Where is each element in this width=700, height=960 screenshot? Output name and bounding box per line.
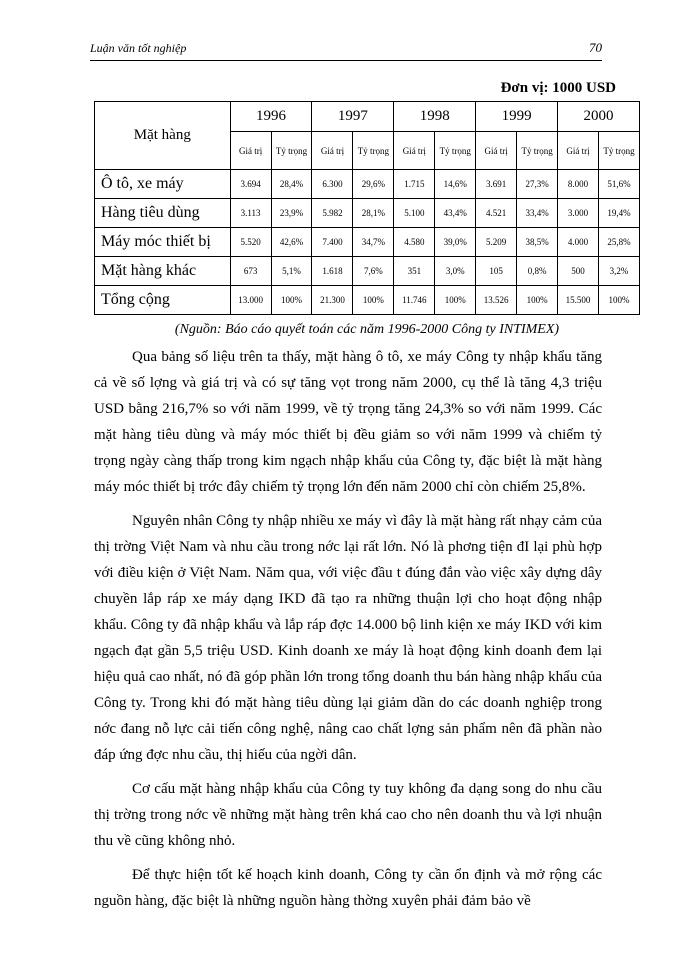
row-label: Tổng cộng (95, 286, 231, 315)
value-cell: 673 (230, 257, 271, 286)
share-cell: 100% (271, 286, 312, 315)
paragraph: Qua bảng số liệu trên ta thấy, mặt hàng ô tô, xe máy Công ty nhập khẩu tăng cả về số lợng và giá trị và có sự tăng vọt trong năm 2000, cụ thể là tăng 4,3 triệu USD bằng 216,7% so với năm 1999, về tỷ trọng tăng 24,3% so với năm 1999. Các mặt hàng tiêu dùng và máy móc thiết bị đều giảm so với năm 1999 và chiếm tỷ trọng ngày càng thấp trong kim ngạch nhập khẩu của Công ty, đặc biệt là mặt hàng máy móc thiết bị trớc đây chiếm tỷ trọng lớn đến năm 2000 chỉ còn chiếm 25,8%. (94, 349, 602, 495)
value-subheader: Giá trị (558, 132, 599, 170)
row-label: Mặt hàng khác (95, 257, 231, 286)
share-cell: 28,1% (353, 199, 394, 228)
page-header (90, 38, 602, 61)
table-row (95, 257, 640, 286)
share-subheader: Tỷ trọng (517, 132, 558, 170)
value-cell: 5.100 (394, 199, 435, 228)
value-cell: 351 (394, 257, 435, 286)
year-header: 1999 (476, 102, 558, 132)
share-cell: 38,5% (517, 228, 558, 257)
value-cell: 500 (558, 257, 599, 286)
value-cell: 5.520 (230, 228, 271, 257)
value-cell: 4.000 (558, 228, 599, 257)
table-row (95, 228, 640, 257)
share-subheader: Tỷ trọng (353, 132, 394, 170)
share-cell: 25,8% (599, 228, 640, 257)
value-subheader: Giá trị (476, 132, 517, 170)
body-text (94, 344, 602, 922)
share-cell: 29,6% (353, 170, 394, 199)
row-label: Máy móc thiết bị (95, 228, 231, 257)
share-cell: 34,7% (353, 228, 394, 257)
share-cell: 7,6% (353, 257, 394, 286)
share-cell: 51,6% (599, 170, 640, 199)
year-header: 1998 (394, 102, 476, 132)
unit-label: Đơn vị: 1000 USD (500, 80, 616, 96)
share-cell: 3,0% (435, 257, 476, 286)
item-column-header: Mặt hàng (95, 102, 231, 170)
share-cell: 100% (517, 286, 558, 315)
share-cell: 14,6% (435, 170, 476, 199)
share-subheader: Tỷ trọng (599, 132, 640, 170)
value-cell: 3.694 (230, 170, 271, 199)
share-cell: 33,4% (517, 199, 558, 228)
share-cell: 19,4% (599, 199, 640, 228)
value-cell: 105 (476, 257, 517, 286)
value-subheader: Giá trị (230, 132, 271, 170)
table-row-total (95, 286, 640, 315)
value-cell: 5.982 (312, 199, 353, 228)
share-cell: 5,1% (271, 257, 312, 286)
paragraph: Để thực hiện tốt kế hoạch kinh doanh, Công ty cần ổn định và mở rộng các nguồn hàng, đặc biệt là những nguồn hàng thờng xuyên phải đảm bảo về (94, 867, 602, 909)
value-cell: 8.000 (558, 170, 599, 199)
table-source-note: (Nguồn: Báo cáo quyết toán các năm 1996-2000 Công ty INTIMEX) (174, 322, 560, 337)
value-subheader: Giá trị (394, 132, 435, 170)
year-header: 1997 (312, 102, 394, 132)
value-cell: 7.400 (312, 228, 353, 257)
value-cell: 4.521 (476, 199, 517, 228)
value-cell: 3.691 (476, 170, 517, 199)
table-row (95, 170, 640, 199)
value-cell: 1.618 (312, 257, 353, 286)
share-cell: 100% (353, 286, 394, 315)
value-cell: 21.300 (312, 286, 353, 315)
share-cell: 0,8% (517, 257, 558, 286)
import-structure-table (94, 101, 640, 315)
share-cell: 43,4% (435, 199, 476, 228)
paragraph: Nguyên nhân Công ty nhập nhiều xe máy vì đây là mặt hàng rất nhạy cảm của thị trờng Việt Nam và nhu cầu trong nớc lại rất lớn. Nó là phơng tiện đI lại phù hợp với điều kiện ở Việt Nam. Năm qua, với việc đầu t đúng đắn vào việc xây dựng dây chuyền lắp ráp xe máy dạng IKD đã tạo ra những thuận lợi cho hoạt động nhập khẩu. Công ty đã nhập khẩu và lắp ráp đợc 14.000 bộ linh kiện xe máy IKD với kim ngạch đạt gần 5,5 triệu USD. Kinh doanh xe máy là hoạt động kinh doanh đem lại hiệu quả cao nhất, nó đã góp phần lớn trong tổng doanh thu bán hàng nhập khẩu của Công ty. Trong khi đó mặt hàng tiêu dùng lại giảm dần do các doanh nghiệp trong nớc đang nỗ lực cải tiến công nghệ, nâng cao chất lợng sản phẩm nên đã phần nào đáp ứng đợc nhu cầu, thị hiếu của ngời dân. (94, 513, 602, 763)
share-cell: 27,3% (517, 170, 558, 199)
table-row (95, 199, 640, 228)
share-cell: 42,6% (271, 228, 312, 257)
header-title: Luận văn tốt nghiệp (90, 41, 187, 55)
share-subheader: Tỷ trọng (271, 132, 312, 170)
value-cell: 3.113 (230, 199, 271, 228)
value-cell: 13.000 (230, 286, 271, 315)
paragraph: Cơ cấu mặt hàng nhập khẩu của Công ty tuy không đa dạng song do nhu cầu thị trờng trong nớc về những mặt hàng trên khá cao cho nên doanh thu và lợi nhuận thu về cũng không nhỏ. (94, 781, 602, 849)
value-subheader: Giá trị (312, 132, 353, 170)
row-label: Hàng tiêu dùng (95, 199, 231, 228)
share-cell: 39,0% (435, 228, 476, 257)
value-cell: 3.000 (558, 199, 599, 228)
year-header: 1996 (230, 102, 312, 132)
row-label: Ô tô, xe máy (95, 170, 231, 199)
share-cell: 3,2% (599, 257, 640, 286)
value-cell: 11.746 (394, 286, 435, 315)
share-subheader: Tỷ trọng (435, 132, 476, 170)
share-cell: 100% (599, 286, 640, 315)
year-header: 2000 (558, 102, 640, 132)
value-cell: 4.580 (394, 228, 435, 257)
value-cell: 1.715 (394, 170, 435, 199)
value-cell: 5.209 (476, 228, 517, 257)
value-cell: 6.300 (312, 170, 353, 199)
share-cell: 28,4% (271, 170, 312, 199)
value-cell: 15.500 (558, 286, 599, 315)
value-cell: 13.526 (476, 286, 517, 315)
share-cell: 23,9% (271, 199, 312, 228)
page-number: 70 (589, 40, 602, 55)
share-cell: 100% (435, 286, 476, 315)
